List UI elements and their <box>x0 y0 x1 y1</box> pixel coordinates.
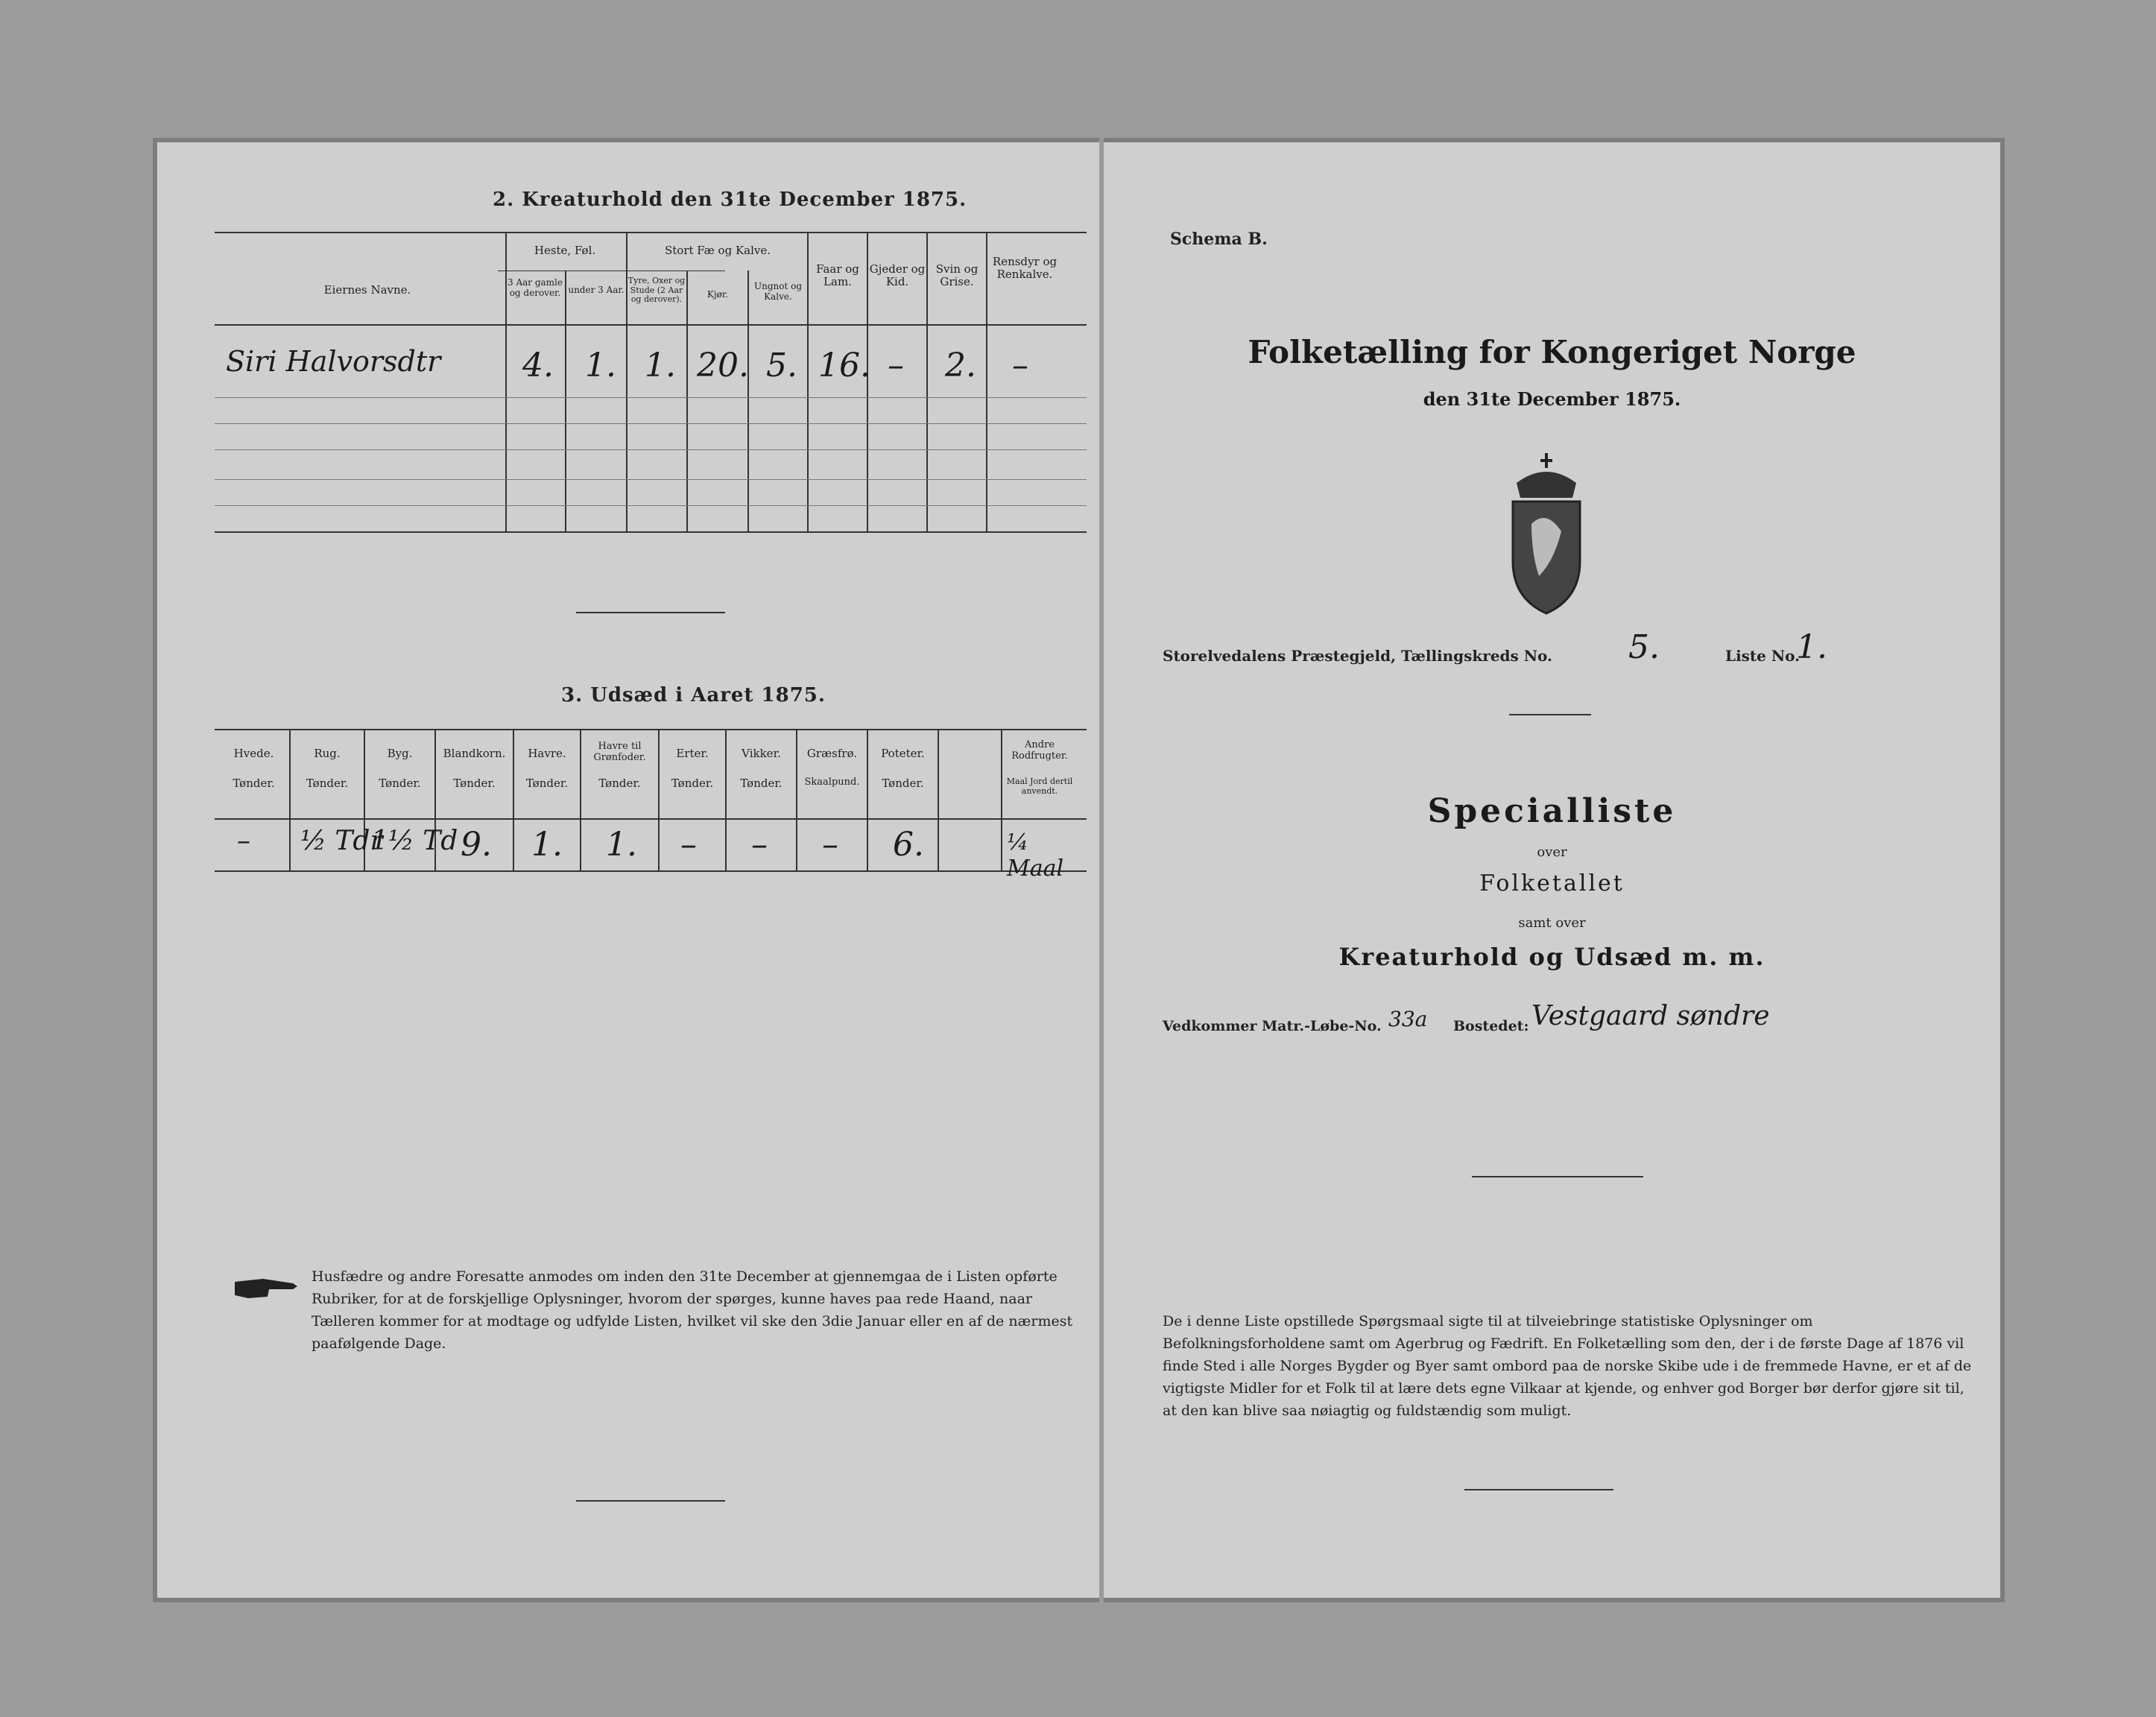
seed-val-9: 6. <box>893 826 924 864</box>
seed-col-8: Græsfrø. <box>806 747 858 760</box>
seed-col-0: Hvede. <box>233 747 274 760</box>
col-horses-old: 3 Aar gamle og derover. <box>508 277 563 298</box>
grp-cattle: Stort Fæ og Kalve. <box>664 244 771 257</box>
seed-col-4: Havre. <box>528 747 566 760</box>
col-reindeer: Rensdyr og Renkalve. <box>992 255 1058 282</box>
parish-label: Storelvedalens Præstegjeld, Tællingskreds No. <box>1163 647 1552 665</box>
seed-val-5: 1. <box>606 826 637 864</box>
seed-val-2: 1½ Td <box>371 826 458 856</box>
val-bulls: 1. <box>645 347 676 385</box>
kreaturhold-title: Kreaturhold og Udsæd m. m. <box>1338 943 1765 971</box>
val-cows: 20. <box>697 347 749 385</box>
seed-col-2: Byg. <box>387 747 413 760</box>
val-reindeer: – <box>1012 347 1028 385</box>
divider-4 <box>1472 1176 1643 1177</box>
seed-unit-7: Tønder. <box>740 777 783 790</box>
seed-val-1: ½ Tdr <box>300 826 383 856</box>
val-sheep: 16. <box>818 347 870 385</box>
col-young: Ungnot og Kalve. <box>753 281 803 302</box>
divider-3 <box>1509 714 1591 715</box>
owner-name: Siri Halvorsdtr <box>226 345 441 378</box>
col-sheep: Faar og Lam. <box>816 262 859 289</box>
divider-1 <box>576 612 725 613</box>
val-pigs: 2. <box>945 347 976 385</box>
grp-horses: Heste, Føl. <box>534 244 596 257</box>
seed-unit-9: Tønder. <box>882 777 924 790</box>
right-page <box>1114 151 1990 1582</box>
col-owner: Eiernes Navne. <box>323 283 411 297</box>
matr-label: Vedkommer Matr.-Løbe-No. <box>1163 1018 1382 1034</box>
col-bulls: Tyre, Oxer og Stude (2 Aar og derover). <box>627 276 686 305</box>
seed-col-3: Blandkorn. <box>443 747 506 760</box>
folketallet: Folketallet <box>1479 870 1625 897</box>
seed-unit-6: Tønder. <box>671 777 714 790</box>
matr-no: 33a <box>1388 1007 1428 1031</box>
bosted-value: Vestgaard søndre <box>1531 1001 1770 1031</box>
bosted-label: Bostedet: <box>1453 1018 1529 1034</box>
section3-title: 3. Udsæd i Aaret 1875. <box>561 684 826 706</box>
seed-val-7: – <box>751 826 768 864</box>
seed-val-4: 1. <box>531 826 563 864</box>
val-horses-young: 1. <box>585 347 616 385</box>
col-goats: Gjeder og Kid. <box>869 262 926 289</box>
liste-label: Liste No. <box>1725 647 1801 665</box>
over-text: over <box>1537 844 1567 860</box>
specialliste: Specialliste <box>1427 792 1677 830</box>
liste-no: 1. <box>1796 628 1827 666</box>
notice-text: Husfædre og andre Foresatte anmodes om inden den 31te December at gjennemgaa de i Listen opførte Rubriker, for at de forskjellige Oplysninger, hvorom der spørges, kunne haves paa rede Haand, naar Tælleren kommer for at modtage og udfylde Listen, hvilket vil ske den 3die Januar eller en af de nærmest paafølgende Dage. <box>312 1268 1073 1352</box>
seed-unit-8: Skaalpund. <box>804 777 860 788</box>
seed-unit-2: Tønder. <box>379 777 421 790</box>
info-paragraph: De i denne Liste opstillede Spørgsmaal sigte til at tilveiebringe statistiske Oplysninger om Befolkningsforholdene samt om Agerbrug og Fædrift. En Folketælling som den, der i de første Dage af 1876 vil finde Sted i alle Norges Bygder og Byer samt ombord paa de norske Skibe ude i de fremmede Havne, er et af de vigtigste Midler for et Folk til at lære dets egne Vilkaar at kjende, og enhver god Borger bør derfor gjøre sit til, at den kan blive saa nøiagtig og fuldstændig som muligt. <box>1163 1313 1972 1419</box>
val-young: 5. <box>766 347 797 385</box>
col-cows: Kjør. <box>706 289 729 300</box>
seed-col-9: Poteter. <box>881 747 925 760</box>
section2-title: 2. Kreaturhold den 31te December 1875. <box>493 189 967 211</box>
seed-col-7: Vikker. <box>742 747 781 760</box>
seed-unit-0: Tønder. <box>233 777 275 790</box>
seed-col-6: Erter. <box>676 747 709 760</box>
seed-unit-4: Tønder. <box>525 777 569 790</box>
coat-of-arms-icon <box>1487 449 1606 621</box>
seed-val-0: – <box>237 826 250 856</box>
page-fold <box>1099 138 1104 1602</box>
seed-col-10: Andre Rodfrugter. <box>1011 739 1068 762</box>
left-page <box>166 151 1090 1582</box>
seed-col-5: Havre til Grønfoder. <box>593 741 646 763</box>
seed-unit-3: Tønder. <box>453 777 496 790</box>
census-sheet <box>153 138 2005 1602</box>
col-pigs: Svin og Grise. <box>935 262 979 289</box>
col-horses-young: under 3 Aar. <box>568 285 625 295</box>
seed-val-3: 9. <box>461 826 492 864</box>
samt-over-text: samt over <box>1518 915 1586 931</box>
seed-unit-5: Tønder. <box>598 777 641 790</box>
seed-val-8: – <box>822 826 838 864</box>
divider-2 <box>576 1500 725 1502</box>
main-date: den 31te December 1875. <box>1423 388 1681 410</box>
seed-unit-10: Maal Jord dertil anvendt. <box>1006 777 1073 796</box>
seed-val-10: ¼ Maal <box>1007 829 1064 882</box>
schema-label: Schema B. <box>1170 230 1268 249</box>
divider-5 <box>1464 1489 1613 1490</box>
kreds-no: 5. <box>1628 628 1660 666</box>
pointing-hand-icon <box>233 1273 300 1303</box>
val-goats: – <box>888 347 904 385</box>
main-title: Folketælling for Kongeriget Norge <box>1248 334 1856 370</box>
seed-unit-1: Tønder. <box>306 777 349 790</box>
seed-col-1: Rug. <box>314 747 341 760</box>
val-horses-old: 4. <box>522 347 554 385</box>
seed-val-6: – <box>680 826 697 864</box>
